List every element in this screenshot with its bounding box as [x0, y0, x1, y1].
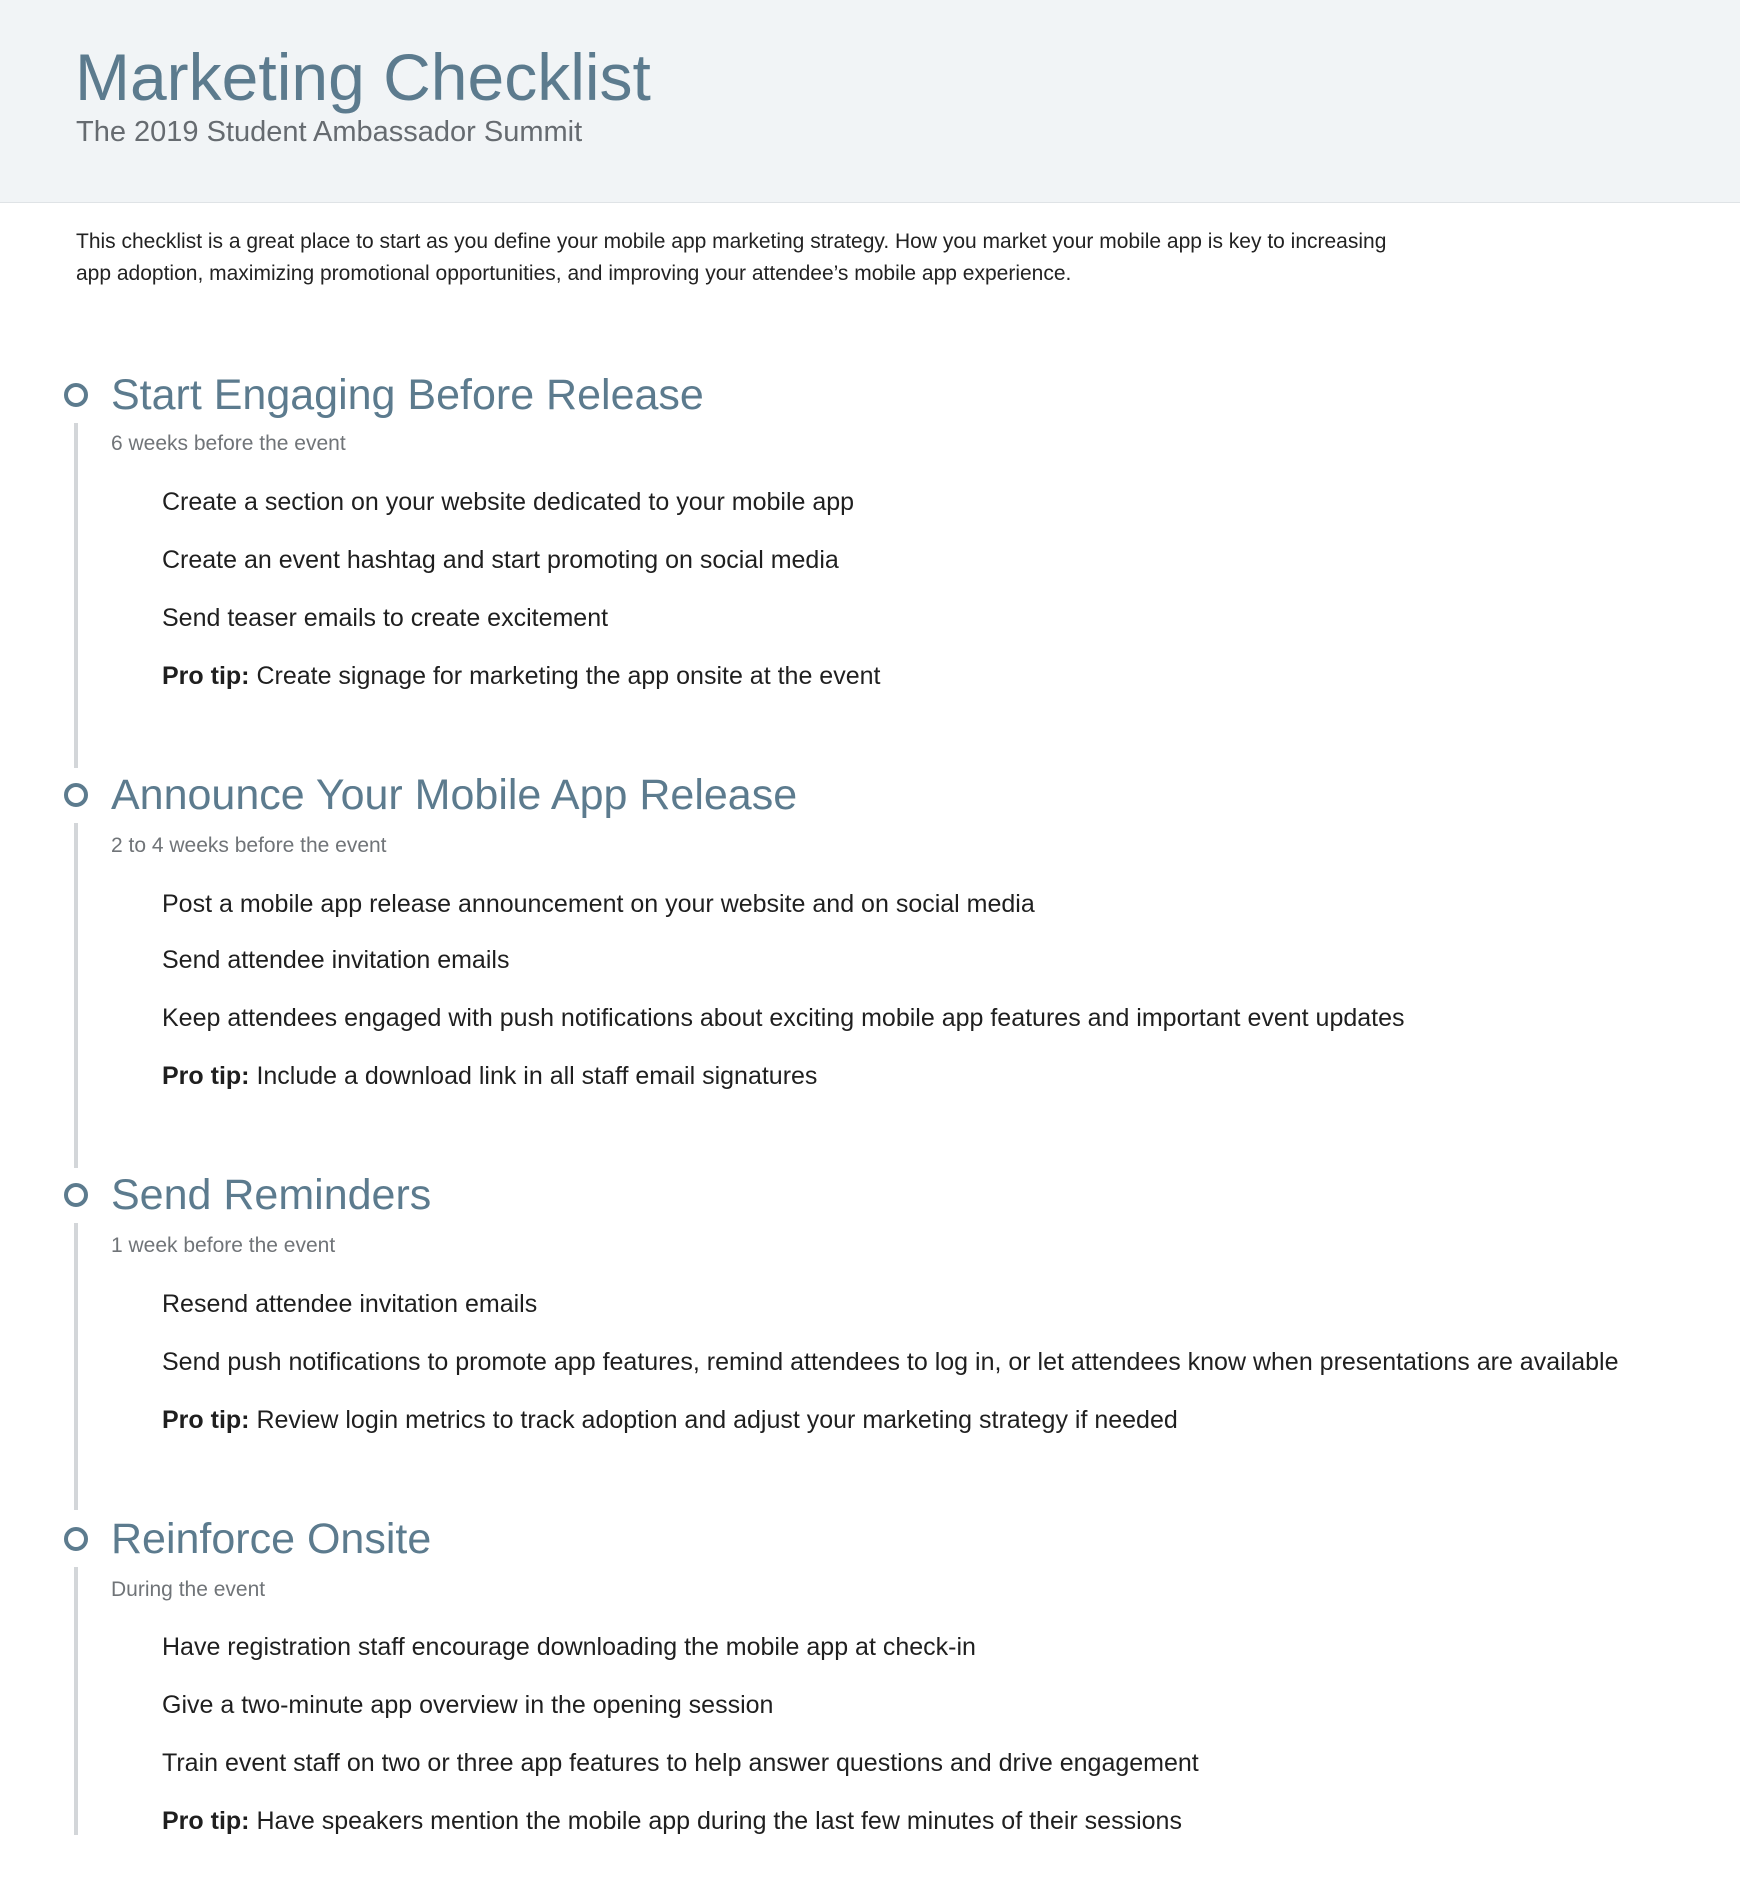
timeline-line: [74, 823, 78, 1168]
pro-tip: [162, 1404, 1178, 1436]
page-header: [0, 0, 1740, 203]
checklist-item: Have registration staff encourage downloading the mobile app at check-in: [162, 1633, 976, 1661]
pro-tip-label: Pro tip:: [162, 1807, 250, 1835]
section-timing: During the event: [111, 1578, 266, 1601]
section-timing: 2 to 4 weeks before the event: [111, 834, 387, 857]
timeline-line: [74, 423, 78, 768]
checklist-item: Send push notifications to promote app features, remind attendees to log in, or let attendees know when presentations are available: [162, 1348, 1619, 1376]
section-timing: 1 week before the event: [111, 1234, 336, 1257]
intro-paragraph: This checklist is a great place to start as you define your mobile app marketing strategy. How you market your mobile app is key to increasing app adoption, maximizing promotional opportunities, and improving your attendee’s mobile app experience.: [76, 230, 1387, 285]
pro-tip: [162, 1060, 817, 1092]
pro-tip: [162, 1805, 1182, 1837]
section-title: Announce Your Mobile App Release: [111, 771, 798, 819]
timeline-line: [74, 1223, 78, 1510]
section-title: Start Engaging Before Release: [111, 371, 704, 419]
pro-tip-text: Review login metrics to track adoption and adjust your marketing strategy if needed: [256, 1406, 1178, 1434]
checklist-item: Keep attendees engaged with push notifications about exciting mobile app features and important event updates: [162, 1004, 1405, 1032]
step-circle-icon: [64, 1183, 88, 1207]
pro-tip-label: Pro tip:: [162, 1062, 250, 1090]
checklist-item: Resend attendee invitation emails: [162, 1290, 538, 1318]
page-title: Marketing Checklist: [75, 40, 651, 114]
checklist-item: Post a mobile app release announcement on your website and on social media: [162, 890, 1035, 918]
step-circle-icon: [64, 783, 88, 807]
checklist-item: Give a two-minute app overview in the opening session: [162, 1691, 774, 1719]
timeline-line: [74, 1567, 78, 1835]
pro-tip-text: Include a download link in all staff email signatures: [256, 1062, 818, 1090]
pro-tip: [162, 660, 880, 692]
checklist-item: Send teaser emails to create excitement: [162, 604, 609, 632]
pro-tip-text: Have speakers mention the mobile app during the last few minutes of their sessions: [256, 1807, 1182, 1835]
pro-tip-label: Pro tip:: [162, 1406, 250, 1434]
section-title: Send Reminders: [111, 1171, 432, 1219]
checklist-item: Send attendee invitation emails: [162, 946, 510, 974]
section-title: Reinforce Onsite: [111, 1515, 432, 1563]
checklist-item: Create a section on your website dedicated to your mobile app: [162, 488, 855, 516]
page-subtitle: The 2019 Student Ambassador Summit: [76, 116, 583, 148]
checklist-item: Train event staff on two or three app features to help answer questions and drive engagement: [162, 1749, 1199, 1777]
pro-tip-label: Pro tip:: [162, 662, 250, 690]
pro-tip-text: Create signage for marketing the app onsite at the event: [256, 662, 881, 690]
section-timing: 6 weeks before the event: [111, 432, 346, 455]
step-circle-icon: [64, 1527, 88, 1551]
step-circle-icon: [64, 383, 88, 407]
checklist-item: Create an event hashtag and start promoting on social media: [162, 546, 839, 574]
